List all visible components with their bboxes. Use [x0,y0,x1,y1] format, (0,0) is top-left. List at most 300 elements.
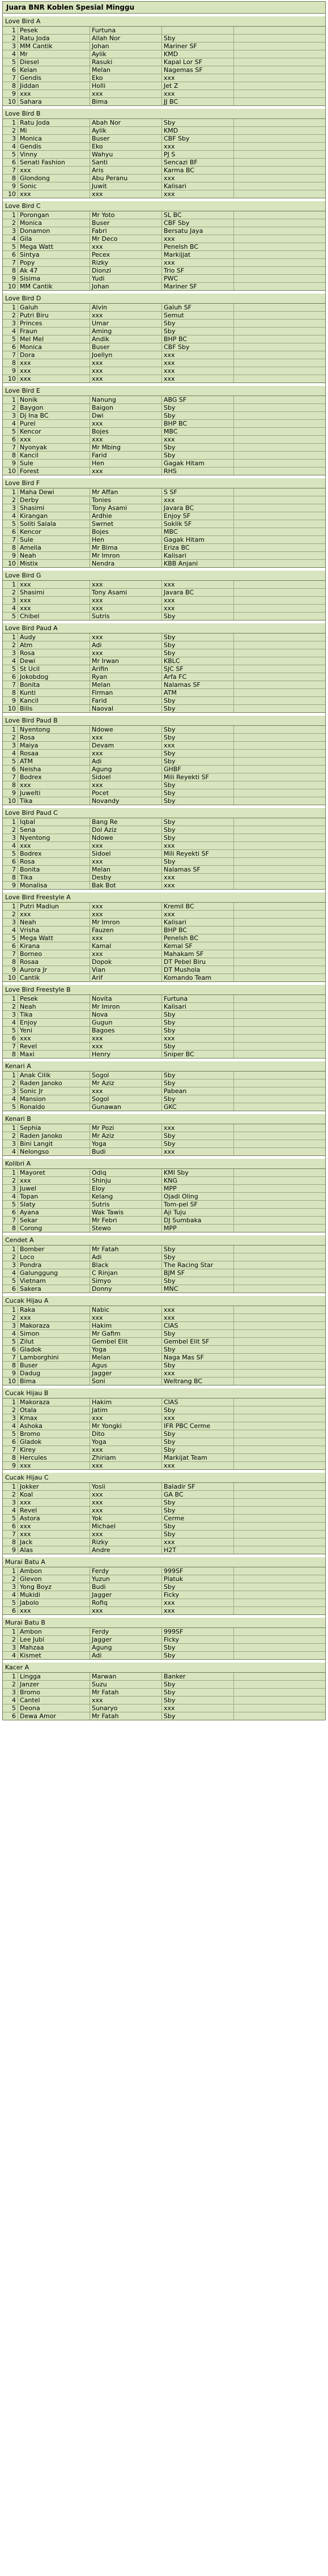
team-cell: Sby [162,1346,234,1353]
team-cell: Sby [162,758,234,765]
team-cell: Platuk [162,1575,234,1583]
team-cell: Sby [162,781,234,789]
table-row [3,818,325,826]
owner-cell: xxx [90,597,162,604]
table-row [3,496,325,504]
bird-name-cell: Kencor [18,528,90,535]
owner-cell: Buser [90,135,162,142]
owner-cell: Sutris [90,613,162,620]
rank-cell: 9 [3,552,18,559]
table-row [3,1322,325,1330]
team-cell: Nalamas SF [162,866,234,873]
empty-cell [234,1193,325,1200]
empty-cell [234,127,325,134]
empty-cell [234,560,325,567]
table-row [3,1546,325,1554]
table-row [3,903,325,911]
table-row [3,1414,325,1422]
table-row [3,58,325,66]
team-cell: xxx [162,375,234,382]
owner-cell: Agung [90,766,162,773]
table-row [3,613,325,620]
empty-cell [234,758,325,765]
empty-cell [234,665,325,673]
owner-cell: xxx [90,1499,162,1506]
owner-cell: Yudi [90,275,162,282]
rank-cell: 4 [3,328,18,335]
table-row [3,942,325,950]
table-row [3,1253,325,1261]
class-name: Murai Batu B [3,1618,325,1628]
rank-cell: 8 [3,1454,18,1461]
empty-cell [234,1132,325,1140]
bird-name-cell: Kirana [18,942,90,950]
rank-cell: 7 [3,681,18,688]
rank-cell: 5 [3,1704,18,1712]
rank-cell: 2 [3,1636,18,1643]
team-cell: Sby [162,404,234,411]
empty-cell [234,1644,325,1651]
bird-name-cell: Otala [18,1406,90,1414]
table-row [3,797,325,805]
team-cell: Kapal Lor SF [162,58,234,66]
owner-cell: Rizky [90,1538,162,1546]
bird-name-cell: Makoraza [18,1398,90,1406]
team-cell: MBC [162,428,234,435]
empty-cell [234,1124,325,1132]
team-cell: Sby [162,320,234,327]
team-cell: Sby [162,1681,234,1688]
empty-cell [234,681,325,688]
owner-cell: Suzu [90,1681,162,1688]
table-row [3,1515,325,1523]
table-row [3,789,325,797]
class-name: Love Bird Paud C [3,808,325,818]
bird-name-cell: MM Cantik [18,283,90,290]
class-list [2,14,326,1720]
team-cell: Sby [162,818,234,826]
owner-cell: Andik [90,335,162,343]
team-cell: Sby [162,1507,234,1514]
owner-cell: Jagger [90,1370,162,1377]
table-row [3,304,325,312]
owner-cell: Sogol [90,1072,162,1079]
owner-cell: Eloy [90,1185,162,1192]
team-cell: Ficky [162,1591,234,1599]
team-cell: Markijat Team [162,1454,234,1461]
empty-cell [234,504,325,512]
table-row [3,689,325,697]
table-row [3,520,325,528]
empty-cell [234,82,325,90]
rank-cell: 2 [3,911,18,918]
class-block [2,623,326,713]
owner-cell: xxx [90,950,162,958]
table-row [3,1673,325,1681]
team-cell: xxx [162,367,234,375]
rank-cell: 1 [3,211,18,219]
empty-cell [234,404,325,411]
owner-cell: Adi [90,1253,162,1261]
team-cell: Sby [162,119,234,126]
rank-cell: 7 [3,74,18,82]
team-cell: Sby [162,726,234,733]
empty-cell [234,1346,325,1353]
bird-name-cell: Soliti Salala [18,520,90,528]
team-cell: Sby [162,1697,234,1704]
rank-cell: 2 [3,734,18,741]
bird-name-cell: Shasimi [18,504,90,512]
bird-name-cell: Bilis [18,705,90,712]
rank-cell: 5 [3,1277,18,1285]
rank-cell: 4 [3,420,18,427]
empty-cell [234,1027,325,1034]
table-row [3,665,325,673]
empty-cell [234,1140,325,1147]
rank-cell: 1 [3,1398,18,1406]
team-cell: xxx [162,882,234,889]
owner-cell: Adi [90,641,162,649]
owner-cell: xxx [90,649,162,657]
rank-cell: 2 [3,219,18,227]
empty-cell [234,1378,325,1385]
team-cell: Komando Team [162,974,234,981]
class-block [2,1663,326,1720]
team-cell: Nagemas SF [162,66,234,74]
team-cell: Pabean [162,1087,234,1095]
team-cell: MPP [162,1225,234,1232]
team-cell: Sby [162,1446,234,1453]
rank-cell: 1 [3,304,18,311]
owner-cell: Soni [90,1378,162,1385]
team-cell: SL BC [162,211,234,219]
bird-name-cell: Glevon [18,1575,90,1583]
class-block [2,16,326,106]
owner-cell: Hakim [90,1398,162,1406]
rank-cell: 7 [3,259,18,266]
table-row [3,1607,325,1614]
empty-cell [234,882,325,889]
empty-cell [234,1583,325,1591]
rank-cell: 7 [3,950,18,958]
bird-name-cell: Mistix [18,560,90,567]
rank-cell: 2 [3,127,18,134]
empty-cell [234,528,325,535]
rank-cell: 8 [3,452,18,459]
owner-cell: Ryan [90,673,162,681]
bird-name-cell: xxx [18,842,90,849]
bird-name-cell: Mi [18,127,90,134]
rank-cell: 8 [3,958,18,966]
table-row [3,581,325,589]
owner-cell: Mr Aziz [90,1132,162,1140]
class-block [2,1159,326,1232]
bird-name-cell: Sahara [18,98,90,105]
team-cell: Sby [162,858,234,865]
rank-cell: 7 [3,1531,18,1538]
team-cell: RHS [162,467,234,475]
table-row [3,1209,325,1217]
table-row [3,1491,325,1499]
team-cell: Sby [162,328,234,335]
team-cell: Sby [162,35,234,42]
bird-name-cell: Rosa [18,734,90,741]
class-name: Love Bird Freestyle B [3,985,325,995]
owner-cell: Holli [90,82,162,90]
rank-cell: 7 [3,866,18,873]
table-row [3,528,325,536]
team-cell: KBLC [162,657,234,665]
team-cell: DT Mushola [162,966,234,974]
bird-name-cell: Pesek [18,995,90,1002]
owner-cell: Ndowe [90,834,162,841]
table-row [3,1538,325,1546]
owner-cell: Nendra [90,560,162,567]
rank-cell: 4 [3,1095,18,1103]
owner-cell: Bak Bot [90,882,162,889]
owner-cell: Arif [90,974,162,981]
rank-cell: 5 [3,520,18,528]
class-block [2,1388,326,1470]
owner-cell: xxx [90,911,162,918]
bird-name-cell: Nelongso [18,1148,90,1155]
bird-name-cell: Jabolo [18,1599,90,1606]
bird-name-cell: Pondra [18,1261,90,1269]
owner-cell: Devam [90,742,162,749]
bird-name-cell: Dj Ina BC [18,412,90,419]
bird-name-cell: xxx [18,359,90,367]
owner-cell: Ferdy [90,1628,162,1635]
team-cell: CBF Sby [162,219,234,227]
team-cell: Gagak Hitam [162,536,234,543]
owner-cell: Aylik [90,50,162,58]
empty-cell [234,605,325,612]
team-cell: Sby [162,412,234,419]
rank-cell: 8 [3,874,18,881]
empty-cell [234,50,325,58]
empty-cell [234,1599,325,1606]
team-cell: Sby [162,705,234,712]
bird-name-cell: Mayoret [18,1169,90,1176]
rank-cell: 4 [3,1697,18,1704]
bird-name-cell: Gendis [18,74,90,82]
bird-name-cell: Vrisha [18,926,90,934]
rank-cell: 3 [3,1087,18,1095]
empty-cell [234,119,325,126]
class-name: Love Bird Freestyle A [3,892,325,903]
owner-cell: xxx [90,1314,162,1321]
team-cell: Sby [162,444,234,451]
owner-cell: xxx [90,581,162,588]
owner-cell: Allah Nor [90,35,162,42]
team-cell: Weltrang BC [162,1378,234,1385]
rank-cell: 2 [3,35,18,42]
table-row [3,335,325,343]
team-cell: xxx [162,496,234,504]
rank-cell: 3 [3,504,18,512]
owner-cell: Vian [90,966,162,974]
owner-cell: Hakim [90,1322,162,1329]
rank-cell: 4 [3,926,18,934]
rank-cell: 1 [3,818,18,826]
empty-cell [234,1422,325,1430]
rank-cell: 1 [3,1483,18,1490]
rank-cell: 3 [3,1414,18,1422]
owner-cell: Aylik [90,127,162,134]
table-row [3,404,325,412]
owner-cell: Buser [90,343,162,351]
bird-name-cell: Bromo [18,1430,90,1438]
owner-cell: Melan [90,1354,162,1361]
empty-cell [234,766,325,773]
table-row [3,1644,325,1652]
bird-name-cell: Anak Cilik [18,1072,90,1079]
team-cell: Mili Reyekti SF [162,850,234,857]
team-cell: xxx [162,436,234,443]
owner-cell: xxx [90,436,162,443]
table-row [3,1346,325,1354]
team-cell: Markijjat [162,251,234,258]
owner-cell: Shinju [90,1177,162,1184]
table-row [3,460,325,467]
team-cell: Sby [162,1140,234,1147]
bird-name-cell: Raden Janoko [18,1079,90,1087]
owner-cell: Firman [90,689,162,696]
empty-cell [234,259,325,266]
team-cell: xxx [162,1607,234,1614]
team-cell: Furtuna [162,995,234,1002]
bird-name-cell: Sephia [18,1124,90,1132]
table-row [3,641,325,649]
class-block [2,716,326,805]
team-cell: 999SF [162,1567,234,1575]
bird-name-cell: Putri Biru [18,312,90,319]
owner-cell: xxx [90,605,162,612]
table-row [3,27,325,35]
empty-cell [234,496,325,504]
rank-cell: 7 [3,1446,18,1453]
team-cell: xxx [162,90,234,97]
table-row [3,151,325,159]
empty-cell [234,1185,325,1192]
table-row [3,1079,325,1087]
empty-cell [234,1689,325,1696]
empty-cell [234,1567,325,1575]
table-row [3,1591,325,1599]
owner-cell: Budi [90,1148,162,1155]
rank-cell: 10 [3,283,18,290]
bird-name-cell: Neah [18,552,90,559]
empty-cell [234,74,325,82]
empty-cell [234,1043,325,1050]
team-cell: Sby [162,1583,234,1591]
table-row [3,1095,325,1103]
bird-name-cell: Glondong [18,175,90,182]
empty-cell [234,320,325,327]
team-cell: Nalamas SF [162,681,234,688]
rank-cell: 10 [3,797,18,805]
rank-cell: 6 [3,528,18,535]
class-block [2,1557,326,1615]
table-row [3,826,325,834]
team-cell: Kalisari [162,1003,234,1010]
empty-cell [234,1446,325,1453]
bird-name-cell: Putri Madiun [18,903,90,910]
rank-cell: 10 [3,1378,18,1385]
team-cell: DT Pebel Biru [162,958,234,966]
bird-name-cell: Topan [18,1193,90,1200]
owner-cell: Rofiq [90,1599,162,1606]
table-row [3,1697,325,1704]
empty-cell [234,613,325,620]
owner-cell: Aming [90,328,162,335]
table-row [3,243,325,251]
owner-cell: Yok [90,1515,162,1522]
empty-cell [234,304,325,311]
owner-cell: Bagoes [90,1027,162,1034]
empty-cell [234,467,325,475]
team-cell: PWC [162,275,234,282]
bird-name-cell: Janzer [18,1681,90,1688]
team-cell: GHBF [162,766,234,773]
bird-name-cell: Bomber [18,1246,90,1253]
bird-name-cell: Shasimi [18,589,90,596]
empty-cell [234,1217,325,1224]
empty-cell [234,190,325,198]
bird-name-cell: Bonita [18,866,90,873]
team-cell: Sby [162,613,234,620]
rank-cell: 5 [3,1515,18,1522]
bird-name-cell: ATM [18,758,90,765]
rank-cell: 9 [3,182,18,190]
table-row [3,1124,325,1132]
team-cell: ABG SF [162,396,234,403]
bird-name-cell: Mukidi [18,1591,90,1599]
empty-cell [234,995,325,1002]
bird-name-cell: Princes [18,320,90,327]
table-row [3,328,325,335]
team-cell: xxx [162,359,234,367]
rank-cell: 9 [3,966,18,974]
empty-cell [234,1546,325,1554]
team-cell: xxx [162,874,234,881]
team-cell: xxx [162,1035,234,1042]
empty-cell [234,1277,325,1285]
empty-cell [234,1538,325,1546]
table-row [3,1201,325,1209]
team-cell: Sby [162,1689,234,1696]
rank-cell: 8 [3,544,18,551]
class-name: Cucak Hijau B [3,1388,325,1398]
table-row [3,227,325,235]
rank-cell: 2 [3,1132,18,1140]
owner-cell: Hen [90,460,162,467]
empty-cell [234,1523,325,1530]
owner-cell: Mr Imron [90,552,162,559]
owner-cell: Jagger [90,1591,162,1599]
team-cell: CBF Sby [162,135,234,142]
team-cell: Sby [162,1330,234,1337]
table-row [3,251,325,259]
team-cell: xxx [162,1124,234,1132]
empty-cell [234,1095,325,1103]
empty-cell [234,1370,325,1377]
bird-name-cell: xxx [18,1035,90,1042]
team-cell: Sby [162,452,234,459]
class-name: Cucak Hijau C [3,1473,325,1483]
team-cell: DJ Sumbaka [162,1217,234,1224]
owner-cell: Farid [90,452,162,459]
